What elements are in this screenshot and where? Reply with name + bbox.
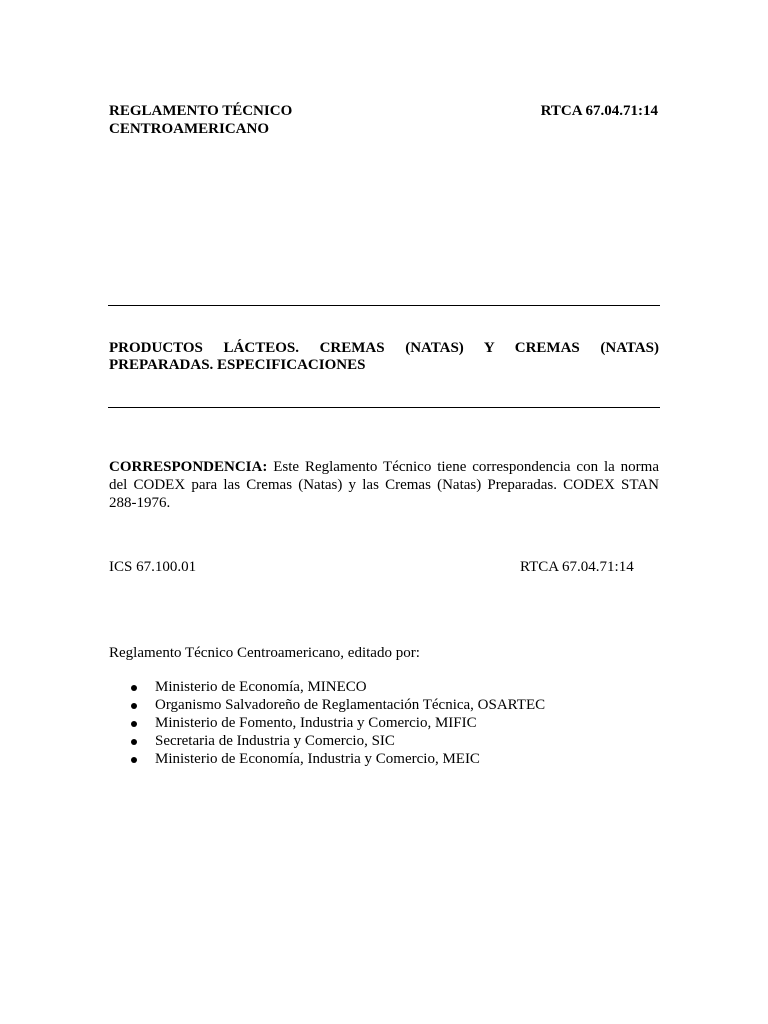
list-item-text: Secretaria de Industria y Comercio, SIC: [155, 733, 395, 749]
list-item-text: Ministerio de Fomento, Industria y Comercio, MIFIC: [155, 715, 477, 731]
header-code: RTCA 67.04.71:14: [540, 103, 658, 119]
header-line-2: CENTROAMERICANO: [109, 121, 270, 137]
list-item: [109, 696, 545, 714]
title-line-2: PREPARADAS. ESPECIFICACIONES: [109, 357, 366, 373]
bullet-icon: [131, 757, 137, 763]
list-item-text: Ministerio de Economía, MINECO: [155, 679, 367, 695]
correspondence-label: CORRESPONDENCIA:: [109, 459, 268, 475]
header-line-1: REGLAMENTO TÉCNICO: [109, 103, 293, 119]
bottom-divider: [108, 407, 660, 408]
list-item-text: Organismo Salvadoreño de Reglamentación Técnica, OSARTEC: [155, 697, 546, 713]
list-item: [109, 750, 545, 768]
bullet-icon: [131, 739, 137, 745]
bullet-icon: [131, 685, 137, 691]
list-item: [109, 714, 545, 732]
bullet-icon: [131, 703, 137, 709]
top-divider: [108, 305, 660, 306]
rtca-code: RTCA 67.04.71:14: [520, 559, 634, 575]
correspondence-paragraph: [109, 458, 659, 512]
document-title: [109, 340, 659, 374]
list-item-text: Ministerio de Economía, Industria y Comercio, MEIC: [155, 751, 480, 767]
ics-code: ICS 67.100.01: [109, 559, 197, 575]
list-item: [109, 678, 545, 696]
bullet-icon: [131, 721, 137, 727]
editor-list: [109, 678, 545, 768]
edited-by-intro: Reglamento Técnico Centroamericano, editado por:: [109, 645, 420, 661]
title-line-1: PRODUCTOS LÁCTEOS. CREMAS (NATAS) Y CREMAS (NATAS): [109, 340, 659, 356]
correspondence-text: Este Reglamento Técnico tiene correspondencia con la norma del CODEX para las Cremas (Natas) y las Cremas (Natas) Preparadas. CODEX STAN 288-1976.: [109, 459, 659, 511]
regulation-header: [109, 102, 292, 138]
list-item: [109, 732, 545, 750]
